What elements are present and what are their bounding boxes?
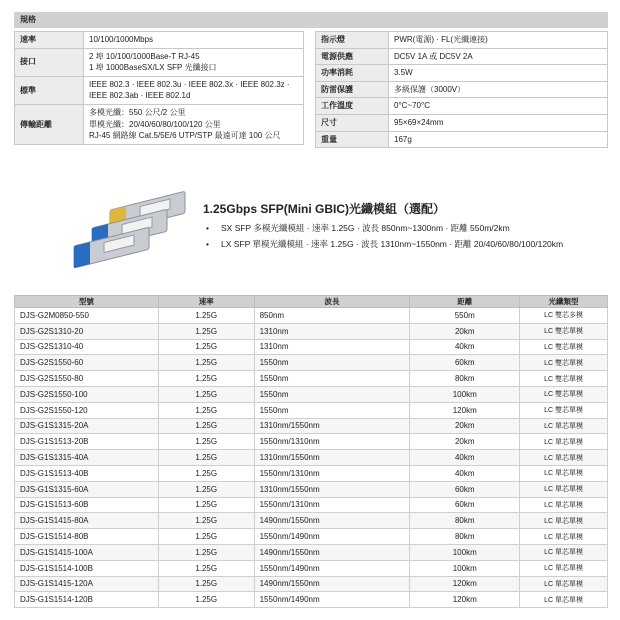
header-fiber-type: 光纖類型 <box>520 296 608 308</box>
cell-wavelength: 1310nm/1550nm <box>254 481 410 497</box>
cell-wavelength: 1550nm/1490nm <box>254 529 410 545</box>
table-row <box>15 402 608 418</box>
cell-distance: 80km <box>410 371 520 387</box>
cell-wavelength: 1550nm <box>254 355 410 371</box>
cell-fiber-type: LC 單芯單模 <box>520 544 608 560</box>
header-distance: 距離 <box>410 296 520 308</box>
cell-fiber-type: LC 雙芯單模 <box>520 371 608 387</box>
cell-speed: 1.25G <box>158 323 254 339</box>
cell-model: DJS-G2S1550-80 <box>15 371 159 387</box>
cell-distance: 60km <box>410 355 520 371</box>
cell-wavelength: 1490nm/1550nm <box>254 513 410 529</box>
table-row <box>15 481 608 497</box>
spec-value: IEEE 802.3 · IEEE 802.3u · IEEE 802.3x · IEEE 802.3z · IEEE 802.3ab · IEEE 802.1d <box>89 79 290 101</box>
spec-key: 尺寸 <box>316 114 389 131</box>
spec-title: 規格 <box>14 12 608 28</box>
cell-model: DJS-G1S1315-60A <box>15 481 159 497</box>
spec-value: RJ-45 網路線 Cat.5/5E/6 UTP/STP 最遠可達 100 公尺 <box>89 131 281 141</box>
sfp-module-image <box>70 190 190 280</box>
spec-key: 指示燈 <box>316 32 389 49</box>
cell-distance: 60km <box>410 497 520 513</box>
spec-key: 標準 <box>15 76 84 104</box>
spec-key: 電源供應 <box>316 48 389 65</box>
spec-value-cell <box>84 76 304 104</box>
cell-fiber-type: LC 雙芯單模 <box>520 402 608 418</box>
table-row <box>15 434 608 450</box>
table-row <box>15 592 608 608</box>
cell-distance: 20km <box>410 418 520 434</box>
cell-model: DJS-G1S1513-60B <box>15 497 159 513</box>
cell-speed: 1.25G <box>158 308 254 324</box>
cell-distance: 120km <box>410 592 520 608</box>
module-table <box>14 295 608 608</box>
spec-key: 工作溫度 <box>316 98 389 115</box>
spec-table-left <box>14 31 304 145</box>
cell-model: DJS-G1S1415-80A <box>15 513 159 529</box>
cell-fiber-type: LC 單芯單模 <box>520 418 608 434</box>
cell-wavelength: 1310nm/1550nm <box>254 418 410 434</box>
spec-row <box>316 131 608 148</box>
spec-key: 重量 <box>316 131 389 148</box>
cell-distance: 80km <box>410 513 520 529</box>
cell-speed: 1.25G <box>158 592 254 608</box>
spec-key: 速率 <box>15 32 84 49</box>
spec-value-cell <box>84 32 304 49</box>
module-title: 1.25Gbps SFP(Mini GBIC)光纖模組（選配） <box>203 202 446 216</box>
cell-speed: 1.25G <box>158 481 254 497</box>
cell-wavelength: 1550nm/1310nm <box>254 465 410 481</box>
cell-model: DJS-G2S1550-100 <box>15 386 159 402</box>
cell-wavelength: 1550nm <box>254 386 410 402</box>
cell-fiber-type: LC 單芯單模 <box>520 560 608 576</box>
cell-wavelength: 1310nm <box>254 339 410 355</box>
cell-model: DJS-G1S1315-40A <box>15 450 159 466</box>
table-row <box>15 355 608 371</box>
spec-row <box>15 32 304 49</box>
spec-key: 接口 <box>15 48 84 76</box>
cell-speed: 1.25G <box>158 355 254 371</box>
cell-distance: 40km <box>410 465 520 481</box>
header-speed: 速率 <box>158 296 254 308</box>
table-row <box>15 308 608 324</box>
cell-fiber-type: LC 單芯單模 <box>520 497 608 513</box>
cell-fiber-type: LC 單芯單模 <box>520 513 608 529</box>
cell-fiber-type: LC 雙芯單模 <box>520 323 608 339</box>
spec-row <box>316 65 608 82</box>
cell-speed: 1.25G <box>158 529 254 545</box>
spec-value: 3.5W <box>389 65 608 82</box>
module-bullet-lx: • LX SFP 單模光纖模組 · 速率 1.25G · 波長 1310nm~1550nm · 距離 20/40/60/80/100/120km <box>203 236 603 252</box>
cell-wavelength: 1550nm/1310nm <box>254 434 410 450</box>
cell-distance: 550m <box>410 308 520 324</box>
table-row <box>15 465 608 481</box>
cell-model: DJS-G1S1315-20A <box>15 418 159 434</box>
cell-distance: 20km <box>410 323 520 339</box>
spec-row <box>316 114 608 131</box>
cell-wavelength: 1490nm/1550nm <box>254 576 410 592</box>
module-table-header <box>15 296 608 308</box>
cell-wavelength: 1550nm/1490nm <box>254 592 410 608</box>
cell-fiber-type: LC 單芯單模 <box>520 465 608 481</box>
cell-fiber-type: LC 雙芯單模 <box>520 386 608 402</box>
cell-fiber-type: LC 雙芯多模 <box>520 308 608 324</box>
spec-key: 傳輸距離 <box>15 104 84 144</box>
cell-speed: 1.25G <box>158 450 254 466</box>
module-bullet-sx: • SX SFP 多模光纖模組 · 速率 1.25G · 波長 850nm~1300nm · 距離 550m/2km <box>203 220 603 236</box>
cell-distance: 40km <box>410 450 520 466</box>
table-row <box>15 418 608 434</box>
module-section <box>70 190 610 270</box>
spec-row <box>15 48 304 76</box>
module-bullets <box>203 220 603 252</box>
table-row <box>15 339 608 355</box>
cell-distance: 100km <box>410 386 520 402</box>
table-row <box>15 323 608 339</box>
spec-value: 多模光纖：550 公尺/2 公里 <box>89 107 186 117</box>
cell-fiber-type: LC 單芯單模 <box>520 576 608 592</box>
header-model: 型號 <box>15 296 159 308</box>
cell-fiber-type: LC 單芯單模 <box>520 434 608 450</box>
cell-distance: 120km <box>410 402 520 418</box>
cell-model: DJS-G1S1514-120B <box>15 592 159 608</box>
cell-model: DJS-G2S1310-20 <box>15 323 159 339</box>
cell-model: DJS-G1S1415-120A <box>15 576 159 592</box>
spec-key: 防雷保護 <box>316 81 389 98</box>
cell-wavelength: 1550nm <box>254 371 410 387</box>
cell-model: DJS-G2S1550-120 <box>15 402 159 418</box>
cell-distance: 80km <box>410 529 520 545</box>
cell-fiber-type: LC 單芯單模 <box>520 481 608 497</box>
cell-speed: 1.25G <box>158 560 254 576</box>
cell-wavelength: 1550nm/1490nm <box>254 560 410 576</box>
cell-wavelength: 1310nm/1550nm <box>254 450 410 466</box>
table-row <box>15 576 608 592</box>
cell-wavelength: 1550nm/1310nm <box>254 497 410 513</box>
spec-value: 10/100/1000Mbps <box>89 35 154 44</box>
cell-wavelength: 1490nm/1550nm <box>254 544 410 560</box>
cell-fiber-type: LC 單芯單模 <box>520 450 608 466</box>
spec-value: DC5V 1A 或 DC5V 2A <box>389 48 608 65</box>
cell-model: DJS-G2S1550-60 <box>15 355 159 371</box>
spec-row <box>316 48 608 65</box>
table-row <box>15 560 608 576</box>
cell-speed: 1.25G <box>158 544 254 560</box>
spec-table-right <box>315 31 608 148</box>
spec-row <box>316 32 608 49</box>
spec-row <box>316 81 608 98</box>
cell-model: DJS-G2M0850-550 <box>15 308 159 324</box>
spec-row <box>15 104 304 144</box>
table-row <box>15 544 608 560</box>
header-wavelength: 波長 <box>254 296 410 308</box>
spec-value: 95×69×24mm <box>389 114 608 131</box>
cell-speed: 1.25G <box>158 386 254 402</box>
table-row <box>15 450 608 466</box>
spec-value-cell <box>84 48 304 76</box>
cell-speed: 1.25G <box>158 497 254 513</box>
cell-distance: 20km <box>410 434 520 450</box>
table-row <box>15 513 608 529</box>
spec-value: 多級保護（3000V） <box>389 81 608 98</box>
cell-distance: 100km <box>410 544 520 560</box>
spec-value: 1 埠 1000BaseSX/LX SFP 光纖接口 <box>89 63 217 73</box>
spec-value: 0°C~70°C <box>389 98 608 115</box>
cell-fiber-type: LC 單芯單模 <box>520 592 608 608</box>
cell-speed: 1.25G <box>158 339 254 355</box>
cell-wavelength: 1550nm <box>254 402 410 418</box>
table-row <box>15 371 608 387</box>
spec-value: 167g <box>389 131 608 148</box>
cell-speed: 1.25G <box>158 418 254 434</box>
cell-speed: 1.25G <box>158 434 254 450</box>
cell-model: DJS-G1S1514-80B <box>15 529 159 545</box>
spec-value: 單模光纖：20/40/60/80/100/120 公里 <box>89 119 221 129</box>
cell-speed: 1.25G <box>158 513 254 529</box>
table-row <box>15 529 608 545</box>
spec-value: PWR(電源) · FL(光纖連接) <box>389 32 608 49</box>
cell-distance: 40km <box>410 339 520 355</box>
spec-value-cell <box>84 104 304 144</box>
cell-model: DJS-G1S1513-20B <box>15 434 159 450</box>
table-row <box>15 497 608 513</box>
spec-key: 功率消耗 <box>316 65 389 82</box>
cell-fiber-type: LC 雙芯單模 <box>520 355 608 371</box>
table-row <box>15 386 608 402</box>
spec-row <box>316 98 608 115</box>
cell-wavelength: 1310nm <box>254 323 410 339</box>
spec-value: 2 埠 10/100/1000Base-T RJ-45 <box>89 51 200 61</box>
cell-model: DJS-G2S1310-40 <box>15 339 159 355</box>
cell-speed: 1.25G <box>158 402 254 418</box>
cell-fiber-type: LC 單芯單模 <box>520 529 608 545</box>
cell-fiber-type: LC 雙芯單模 <box>520 339 608 355</box>
cell-distance: 60km <box>410 481 520 497</box>
cell-model: DJS-G1S1513-40B <box>15 465 159 481</box>
cell-wavelength: 850nm <box>254 308 410 324</box>
cell-distance: 100km <box>410 560 520 576</box>
cell-model: DJS-G1S1415-100A <box>15 544 159 560</box>
cell-distance: 120km <box>410 576 520 592</box>
cell-speed: 1.25G <box>158 371 254 387</box>
spec-row <box>15 76 304 104</box>
cell-speed: 1.25G <box>158 465 254 481</box>
cell-model: DJS-G1S1514-100B <box>15 560 159 576</box>
cell-speed: 1.25G <box>158 576 254 592</box>
